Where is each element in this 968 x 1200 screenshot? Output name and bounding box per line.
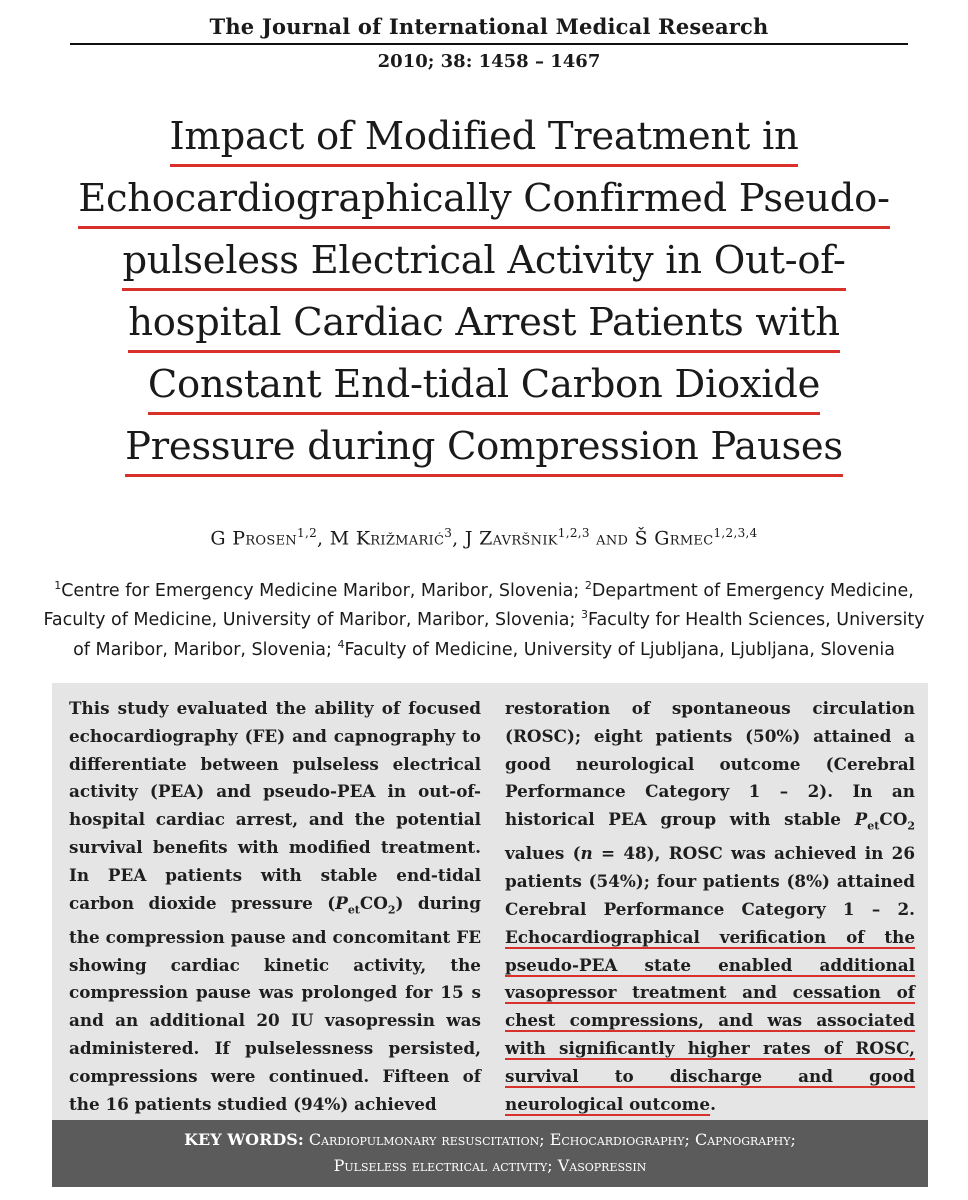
author-name: G Prosen: [210, 527, 298, 550]
affiliation-text: Department of Emergency Medicine, Faculty of Medicine, University of Maribor, Maribor, Slovenia;: [43, 580, 914, 631]
keywords-line: Pulseless electrical activity; Vasopressin: [333, 1156, 647, 1175]
abstract-text: = 48), ROSC was achieved in 26 patients (54%); four patients (8%) attained Cerebral Performance Category 1 – 2.: [505, 843, 915, 919]
affiliation-text: Centre for Emergency Medicine Maribor, Maribor, Slovenia;: [61, 580, 580, 601]
symbol-subscript: 2: [387, 902, 396, 916]
title-line: pulseless Electrical Activity in Out-of-: [122, 234, 845, 291]
affiliation-marker: 3: [580, 608, 588, 622]
abstract-box: [52, 683, 928, 1120]
symbol-subscript: 2: [907, 819, 915, 833]
affiliation-marker: 1: [54, 579, 62, 592]
author-list: G Prosen$^{1,2}$, M Križmarić$^3$, J Završnik$^{1,2,3}$ and Š Grmec$^{1,2,3,4}$: [210, 526, 758, 550]
symbol-subscript: et: [347, 902, 360, 916]
abstract-column-left: [69, 695, 481, 1118]
symbol-subscript: et: [867, 819, 880, 833]
symbol-co: CO: [879, 809, 908, 830]
symbol-p: P: [335, 892, 348, 913]
highlighted-conclusion: Echocardiographical verification of the pseudo-PEA state enabled additional vasopressor treatment and cessation of chest compressions, and was associated with significantly higher rates of ROSC, survival to discharge and good neurological outcome: [505, 926, 915, 1114]
title-line: Pressure during Compression Pauses: [125, 420, 843, 477]
journal-issue: 2010; 38: 1458 – 1467: [377, 51, 601, 72]
symbol-p: P: [854, 809, 868, 830]
author-name: J Završnik: [464, 527, 558, 550]
author-conjunction: and: [596, 527, 629, 550]
author-name: M Križmarić: [329, 527, 445, 550]
author-affiliation-marker: 1,2: [297, 526, 318, 540]
affiliation-marker: 4: [337, 637, 345, 651]
journal-name: The Journal of International Medical Research: [70, 14, 908, 45]
title-line: Impact of Modified Treatment in: [170, 110, 799, 167]
symbol-n: n: [580, 843, 593, 864]
keywords-label: KEY WORDS:: [184, 1130, 304, 1149]
author-name: Š Grmec: [634, 527, 714, 550]
symbol-co: CO: [359, 892, 388, 913]
author-affiliation-marker: 1,2,3,4: [713, 526, 758, 540]
abstract-text: This study evaluated the ability of focused echocardiography (FE) and capnography to differentiate between pulseless electrical activity (PEA) and pseudo-PEA in out-of-hospital cardiac arrest, and the potential survival benefits with modified treatment. In PEA patients with stable end-tidal carbon dioxide pressure (: [69, 698, 481, 913]
author-affiliation-marker: 1,2,3: [557, 526, 590, 540]
keywords-bar: [52, 1120, 928, 1187]
title-line: hospital Cardiac Arrest Patients with: [128, 296, 839, 353]
affiliation-marker: 2: [584, 579, 592, 592]
affiliation-text: Faculty for Health Sciences, University of Maribor, Maribor, Slovenia;: [73, 610, 925, 660]
keywords-line: Cardiopulmonary resuscitation; Echocardiography; Capnography;: [303, 1130, 796, 1149]
article-title: [40, 106, 928, 478]
title-line: Echocardiographically Confirmed Pseudo-: [78, 172, 890, 229]
title-line: Constant End-tidal Carbon Dioxide: [148, 358, 820, 415]
abstract-text: .: [710, 1093, 716, 1114]
affiliations: [40, 574, 928, 662]
abstract-column-right: [505, 695, 915, 1118]
abstract-text: restoration of spontaneous circulation (ROSC); eight patients (50%) attained a good neurological outcome (Cerebral Performance Category 1 – 2). In an historical PEA group with stable: [505, 698, 915, 830]
abstract-text: values (: [505, 843, 581, 864]
journal-header: [70, 14, 908, 72]
affiliation-text: Faculty of Medicine, University of Ljubljana, Ljubljana, Slovenia: [344, 639, 895, 660]
author-affiliation-marker: 3: [444, 526, 453, 540]
abstract-text: ) during the compression pause and concomitant FE showing cardiac kinetic activity, the compression pause was prolonged for 15 s and an additional 20 IU vasopressin was administered. If pulselessness persisted, compressions were continued. Fifteen of the 16 patients studied (94%) achieved: [69, 892, 481, 1114]
